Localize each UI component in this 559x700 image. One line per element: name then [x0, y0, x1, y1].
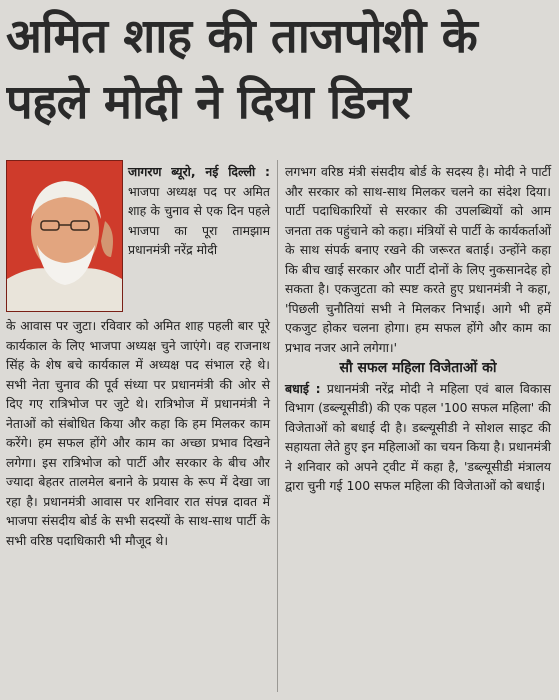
byline-block	[128, 162, 270, 260]
headline-line-1: अमित शाह की ताजपोशी के	[6, 9, 478, 64]
dateline: जागरण ब्यूरो, नई दिल्ली :	[128, 164, 270, 179]
column-divider	[277, 160, 278, 692]
portrait-photo-icon	[7, 161, 122, 311]
right-column	[285, 162, 551, 496]
headline	[6, 4, 554, 136]
headline-line-2: पहले मोदी ने दिया डिनर	[6, 75, 411, 130]
subhead: सौ सफल महिला विजेताओं को	[339, 360, 497, 376]
portrait-photo	[6, 160, 123, 312]
left-column	[6, 316, 270, 550]
subhead-lead: बधाई :	[285, 380, 321, 396]
left-body-text: के आवास पर जुटा। रविवार को अमित शाह पहली बार पूरे कार्यकाल के लिए भाजपा अध्यक्ष चुने जाएंगे। वह राजनाथ सिंह के शेष बचे कार्यकाल में अध्यक्ष पद संभाल रहे थे। सभी नेता चुनाव की पूर्व संध्या पर प्रधानमंत्री की ओर से दिए गए रात्रिभोज पर जुटे थे। रात्रिभोज में प्रधानमंत्री ने नेताओं को संबोधित किया और कहा कि हम मिलकर काम करेंगे। हम सफल होंगे और काम का अच्छा प्रभाव दिखने लगेगा। इस रात्रिभोज को पार्टी और सरकार के बीच और ज्यादा बेहतर तालमेल बनाने के प्रयास के रूप में देखा जा रहा है। प्रधानमंत्री आवास पर शनिवार रात संपन्न दावत में भाजपा संसदीय बोर्ड के सभी सदस्यों के साथ-साथ पार्टी के सभी वरिष्ठ पदाधिकारी भी मौजूद थे।	[6, 318, 270, 548]
byline-text: भाजपा अध्यक्ष पद पर अमित शाह के चुनाव से एक दिन पहले भाजपा का पूरा तामझाम प्रधानमंत्री नरेंद्र मोदी	[128, 183, 270, 257]
subhead-body-text: प्रधानमंत्री नरेंद्र मोदी ने महिला एवं बाल विकास विभाग (डब्ल्यूसीडी) की एक पहल '100 सफल महिला' की विजेताओं को बधाई दी है। डब्ल्यूसीडी ने सोशल साइट की सहायता लेते हुए इन महिलाओं का चयन किया है। प्रधानमंत्री ने शनिवार को अपने ट्वीट में कहा है, 'डब्ल्यूसीडी मंत्रालय द्वारा चुनी गई 100 सफल महिला की विजेताओं को बधाई।	[285, 380, 551, 493]
right-body-text: लगभग वरिष्ठ मंत्री संसदीय बोर्ड के सदस्य है। मोदी ने पार्टी और सरकार को साथ-साथ मिलकर चलने का संदेश दिया। पार्टी पदाधिकारियों से सरकार की उपलब्धियों को आम जनता तक पहुंचाने को कहा। मंत्रियों से पार्टी के कार्यकर्ताओं के साथ संपर्क बनाए रखने की जरूरत बताई। उन्होंने कहा कि बीच खाई सरकार और पार्टी दोनों के लिए नुकसानदेह हो सकता है। एकजुटता को स्पष्ट करते हुए प्रधानमंत्री ने कहा, 'पिछली चुनौतियां सभी ने मिलकर निभाई। आगे भी हमें एकजुट होकर चलना होगा। हम सफल होंगे और काम का प्रभाव नजर आने लगेगा।'	[285, 164, 551, 355]
